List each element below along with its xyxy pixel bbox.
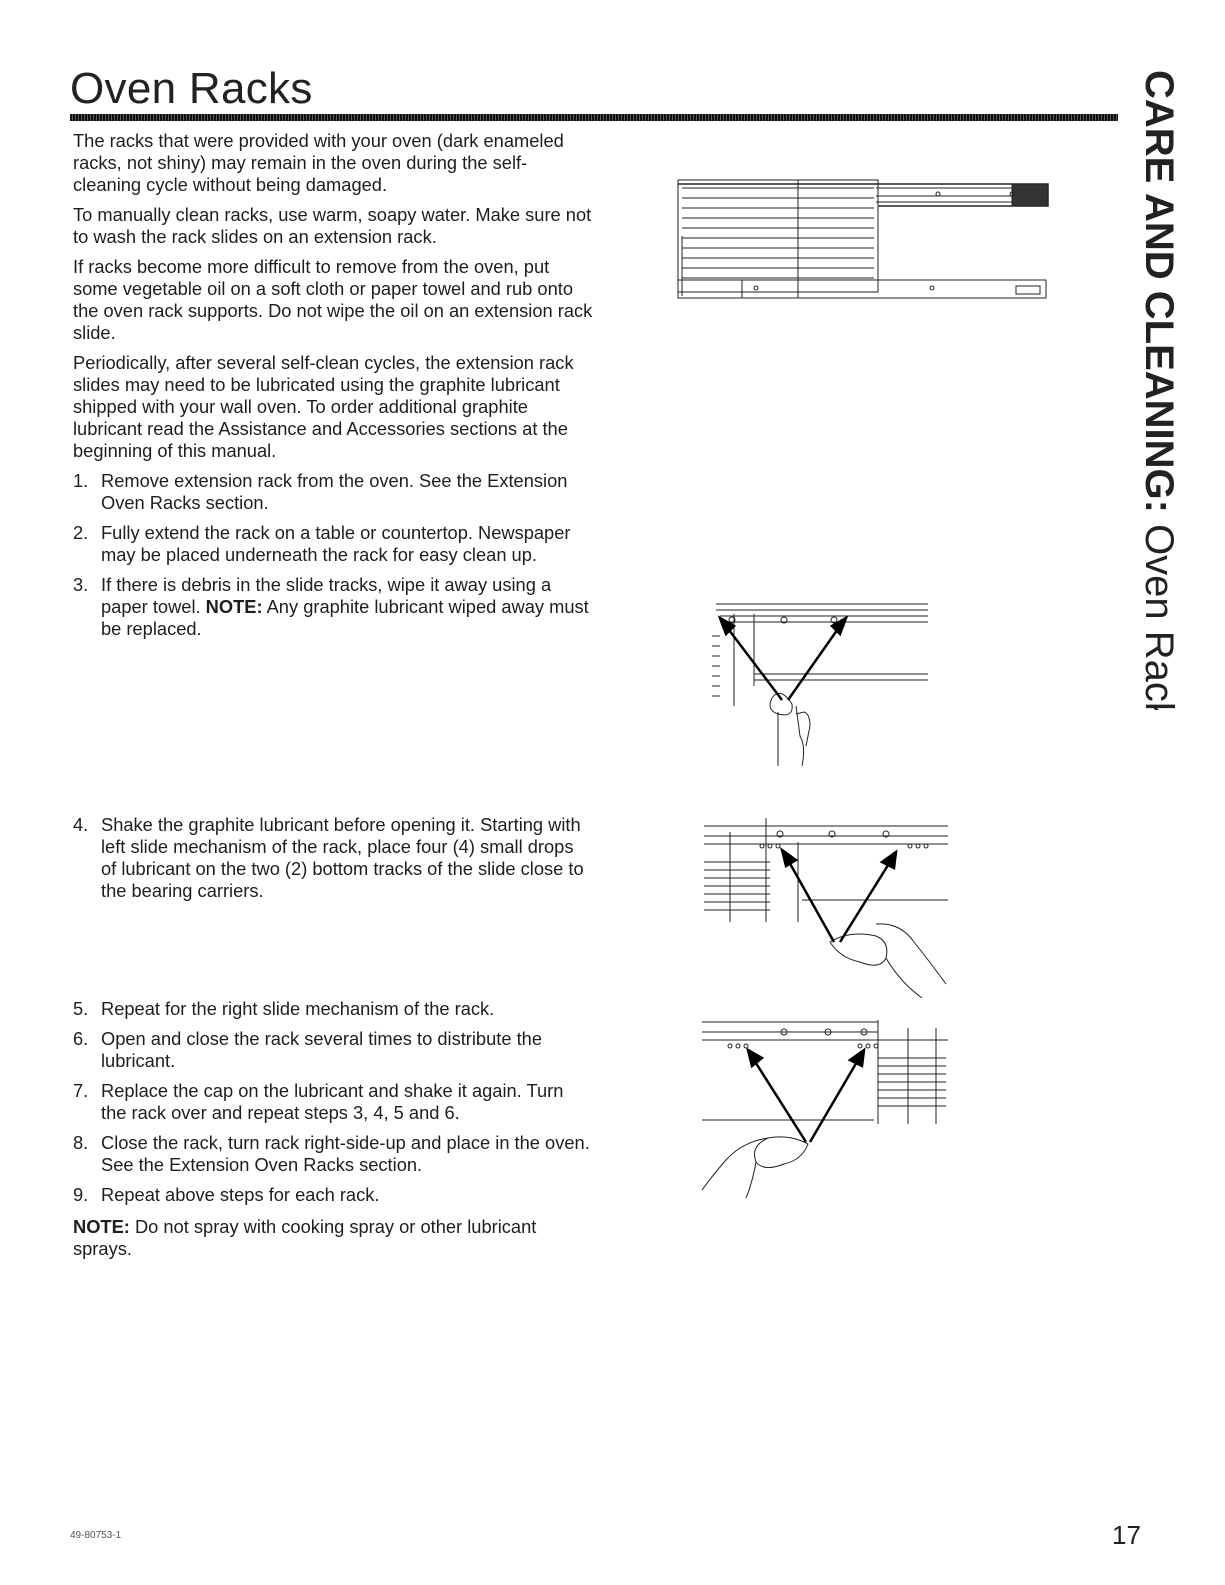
step-text-part: Any graphite lubricant wiped away must be replaced. [101, 596, 589, 639]
steps-5-9-column [73, 998, 593, 1268]
step-text: Open and close the rack several times to distribute the lubricant. [101, 1028, 543, 1071]
step-number: 7. [73, 1080, 89, 1101]
step-number: 4. [73, 814, 89, 835]
left-slide-lubricant-figure [700, 812, 950, 1007]
steps-list-a [73, 470, 593, 640]
sidebar-topic-label: Oven Racks [1137, 512, 1181, 710]
step-text: Replace the cap on the lubricant and shake it again. Turn the rack over and repeat steps 3, 4, 5 and 6. [101, 1080, 564, 1123]
intro-paragraph-1: The racks that were provided with your oven (dark enameled racks, not shiny) may remain in the oven during the self-cleaning cycle without being damaged. [73, 130, 564, 195]
step-text-part: If there is debris in the slide tracks, wipe it away using a paper towel. [101, 574, 552, 617]
document-code: 49-80753-1 [70, 1530, 122, 1541]
page-number: 17 [1112, 1520, 1141, 1550]
steps-list-b [73, 814, 593, 902]
step-item [73, 1184, 593, 1206]
note-text: Do not spray with cooking spray or other lubricant sprays. [73, 1216, 537, 1259]
intro-paragraph-4: Periodically, after several self-clean cycles, the extension rack slides may need to be lubricated using the graphite lubricant shipped with your wall oven. To order additional graphite lubricant read the Assistance and Accessories sections at the beginning of this manual. [73, 352, 574, 461]
page-title: Oven Racks [70, 64, 313, 113]
intro-paragraph-3: If racks become more difficult to remove from the oven, put some vegetable oil on a soft cloth or paper towel and rub onto the oven rack supports. Do not wipe the oil on an extension rack slide. [73, 256, 593, 343]
step-text: Repeat for the right slide mechanism of the rack. [101, 998, 495, 1019]
section-sidebar [1124, 70, 1204, 710]
step-item [73, 1028, 593, 1072]
left-slide-lubricant-illustration [700, 812, 950, 1002]
step-text: Close the rack, turn rack right-side-up and place in the oven. See the Extension Oven Racks section. [101, 1132, 590, 1175]
wipe-slide-illustration [706, 596, 936, 786]
step-number: 9. [73, 1184, 89, 1205]
right-slide-lubricant-figure [698, 1014, 948, 1209]
intro-column [73, 130, 593, 648]
step-text: Shake the graphite lubricant before opening it. Starting with left slide mechanism of the rack, place four (4) small drops of lubricant on the two (2) bottom tracks of the slide close to the bearing carriers. [101, 814, 584, 901]
step-number: 8. [73, 1132, 89, 1153]
step-item [73, 1080, 593, 1124]
svg-text:CARE AND CLEANING: Oven Racks [1137, 70, 1181, 710]
step-item [73, 574, 593, 640]
step-text: Repeat above steps for each rack. [101, 1184, 380, 1205]
step-number: 2. [73, 522, 89, 543]
step-item [73, 522, 593, 566]
step-4-column [73, 814, 593, 910]
step-text: Fully extend the rack on a table or countertop. Newspaper may be placed underneath the rack for easy clean up. [101, 522, 571, 565]
title-rule [70, 114, 1118, 121]
extension-rack-illustration [676, 176, 1056, 306]
step-item [73, 1132, 593, 1176]
step-text [101, 574, 593, 640]
sidebar-label-svg [1124, 70, 1204, 710]
steps-list-c [73, 998, 593, 1206]
step-number: 1. [73, 470, 89, 491]
step-item [73, 470, 593, 514]
intro-paragraph-2: To manually clean racks, use warm, soapy water. Make sure not to wash the rack slides on an extension rack. [73, 204, 592, 247]
step-number: 3. [73, 574, 89, 595]
sidebar-section-label: CARE AND CLEANING: [1137, 70, 1181, 513]
step-number: 6. [73, 1028, 89, 1049]
step-number: 5. [73, 998, 89, 1019]
note-label: NOTE: [73, 1216, 130, 1237]
final-note [73, 1216, 593, 1260]
right-slide-lubricant-illustration [698, 1014, 948, 1204]
step-text: Remove extension rack from the oven. See the Extension Oven Racks section. [101, 470, 568, 513]
step-item [73, 998, 593, 1020]
extended-rack-figure [676, 176, 1056, 311]
note-label: NOTE: [205, 596, 263, 617]
wipe-slide-figure [706, 596, 936, 791]
step-item [73, 814, 593, 902]
